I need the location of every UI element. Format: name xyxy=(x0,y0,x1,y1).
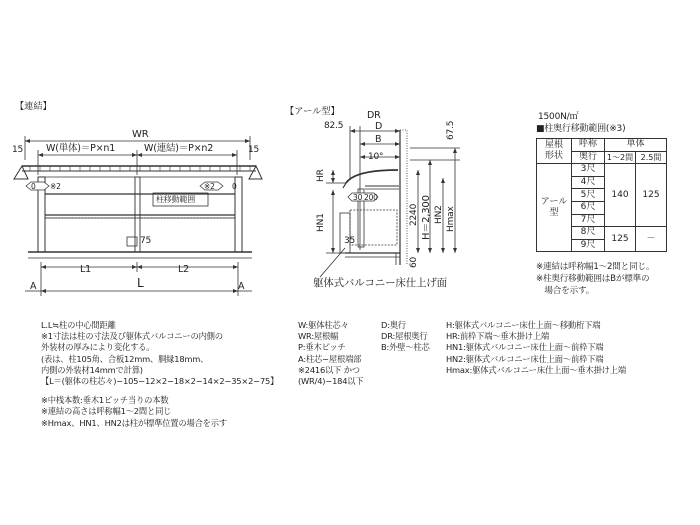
row-size: 6尺 xyxy=(572,201,605,214)
section-200-label: 200 xyxy=(364,193,378,202)
legend-item: WR:屋根幅 xyxy=(298,331,339,342)
front-wr-label: WR xyxy=(132,129,149,140)
section-floor-caption: 躯体式バルコニー床仕上げ面 xyxy=(313,277,447,289)
load-label: 1500N/㎡ xyxy=(538,112,579,122)
spec-table-title: ■柱奥行移動範囲(※3) xyxy=(536,124,626,134)
value-140: 140 xyxy=(605,164,636,227)
legend-item: B:外壁〜柱芯 xyxy=(381,342,430,353)
pillar-move-range-label: 柱移動範囲 xyxy=(156,195,195,204)
section-dr-label: DR xyxy=(367,110,381,121)
note-line: 【L＝(躯体の柱芯々)−105−12×2−18×2−14×2−35×2−75】 xyxy=(41,376,279,387)
section-hn1-label: HN1 xyxy=(316,213,326,232)
legend-item: Hmax:躯体式バルコニー床仕上面〜垂木掛け上端 xyxy=(446,364,626,375)
legend-col-2 xyxy=(381,320,430,354)
note-line: ※連結の高さは呼称幅1〜2間と同じ xyxy=(41,406,172,417)
note-line: 外装材の厚みにより変化する。 xyxy=(41,342,155,353)
front-w-single-label: W(単体)＝P×n1 xyxy=(46,143,116,154)
value-125-b: 125 xyxy=(605,227,636,252)
l2-label: L2 xyxy=(178,264,189,275)
legend-col-1 xyxy=(298,320,364,387)
legend-item: HN2:躯体式バルコニー床仕上面〜前枠下端 xyxy=(446,353,604,364)
front-left-15: 15 xyxy=(12,145,24,155)
section-10deg-label: 10° xyxy=(368,152,384,162)
legend-item: HN1:躯体式バルコニー床仕上面〜前枠下端 xyxy=(446,342,604,353)
row-size: 5尺 xyxy=(572,189,605,202)
header-size-1: 呼称 xyxy=(572,139,605,152)
header-single: 単体 xyxy=(605,139,667,152)
front-w-connected-label: W(連結)＝P×n2 xyxy=(144,143,214,154)
legend-item: ※2416以下 かつ xyxy=(298,364,360,375)
legend-item: HR:前枠下端〜垂木掛け上端 xyxy=(446,331,550,342)
section-hn2-label: HN2 xyxy=(434,205,444,224)
section-60-label: 60 xyxy=(409,256,419,268)
legend-item: DR:屋根奥行 xyxy=(381,331,428,342)
section-825-label: 82.5 xyxy=(324,121,344,131)
left-notes xyxy=(41,320,278,429)
note-line: 内側の外装材14mmで計算) xyxy=(41,364,143,375)
value-125-a: 125 xyxy=(636,164,667,227)
note-line: ※1寸法は柱の寸法及び躯体式バルコニーの内側の xyxy=(41,331,223,342)
pillar-depth-range-table xyxy=(536,138,667,252)
note-line: (表は、柱105角、合板12mm、胴縁18mm、 xyxy=(41,353,209,364)
a-left-label: A xyxy=(30,281,37,292)
a-right-label: A xyxy=(238,281,245,292)
note-line: ※Hmax、HN1、HN2は柱が標準位置の場合を示す xyxy=(41,417,227,428)
right-note-3: 場合を示す。 xyxy=(536,286,595,296)
front-right-15: 15 xyxy=(248,145,260,155)
bubble-left-zero: 0 xyxy=(31,182,36,191)
section-hr-label: HR xyxy=(316,169,326,182)
bubble-right-note2: ※2 xyxy=(204,182,215,191)
row-size: 8尺 xyxy=(572,227,605,240)
connected-section-label: 【連結】 xyxy=(15,101,52,112)
value-dash: － xyxy=(636,227,667,252)
legend-item: P:垂木ピッチ xyxy=(298,342,346,353)
header-2-5ken: 2.5間 xyxy=(636,151,667,164)
row-size: 9尺 xyxy=(572,239,605,252)
section-35-label: 35 xyxy=(344,236,356,246)
legend-item: A:柱芯−屋根端部 xyxy=(298,353,362,364)
right-note-1: ※連結は呼称幅1〜2間と同じ。 xyxy=(536,262,655,272)
section-b-label: B xyxy=(375,134,382,145)
legend-item: H:躯体式バルコニー床仕上面〜移動桁下端 xyxy=(446,320,601,330)
legend-item: W:躯体柱芯々 xyxy=(298,320,349,330)
legend-col-3 xyxy=(446,320,626,376)
section-d-label: D xyxy=(375,121,383,132)
arm-type-section-label: 【アール型】 xyxy=(285,106,340,117)
legend-item: D:奥行 xyxy=(381,320,406,330)
section-2240-label: 2240 xyxy=(409,203,419,226)
section-h-label: H＝2,300 xyxy=(421,195,432,240)
header-size-2: 奥行 xyxy=(572,151,605,164)
bubble-left-note2: ※2 xyxy=(50,182,61,191)
section-675-label: 67.5 xyxy=(446,120,456,140)
note-line: L.L≒柱の中心間距離 xyxy=(41,320,116,330)
section-30-label: 30 xyxy=(353,193,363,202)
right-note-2: ※柱奥行移動範囲はBが標準の xyxy=(536,274,650,284)
bubble-right-zero: 0 xyxy=(232,182,237,191)
note-line xyxy=(41,387,278,395)
legend-item: (WR/4)−184以下 xyxy=(298,376,364,387)
post-75-label: 75 xyxy=(140,236,152,246)
row-size: 4尺 xyxy=(572,176,605,189)
l-label: L xyxy=(137,276,144,290)
roof-type-cell: アール型 xyxy=(537,164,572,252)
header-1-2ken: 1〜2間 xyxy=(605,151,636,164)
l1-label: L1 xyxy=(80,264,91,275)
row-size: 3尺 xyxy=(572,164,605,177)
header-roof-shape: 屋根 形状 xyxy=(544,140,563,162)
row-size: 7尺 xyxy=(572,214,605,227)
note-line: ※中桟本数:垂木1ピッチ当りの本数 xyxy=(41,395,169,406)
section-hmax-label: Hmax xyxy=(446,206,456,232)
